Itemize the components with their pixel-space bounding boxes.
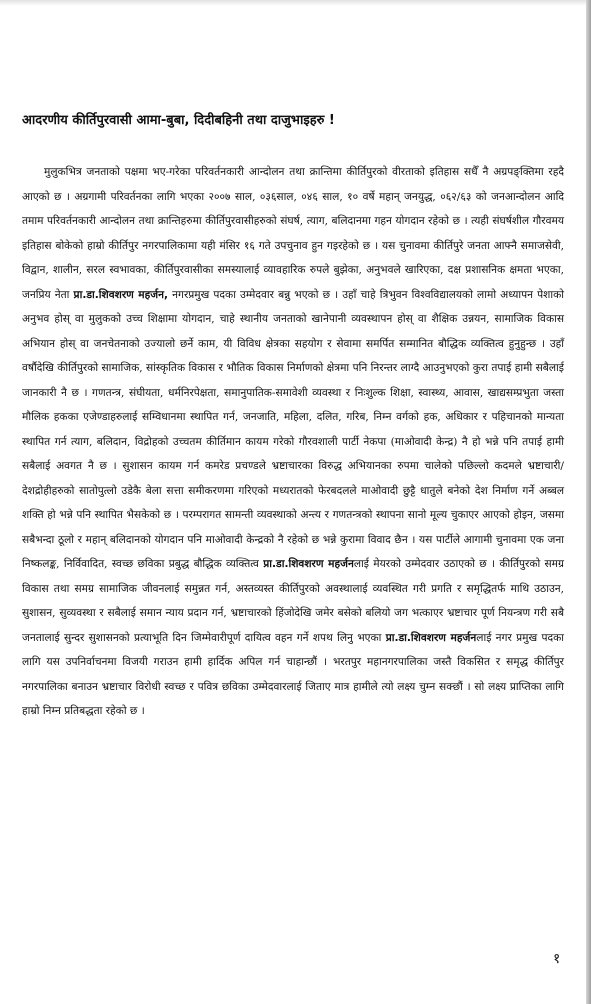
page-number: १ <box>553 951 561 967</box>
paragraph-text: लाई नगर प्रमुख पदका लागि यस उपनिर्वाचनमा विजयी गराउन हामी हार्दिक अपिल गर्न चाहान्छौं । भरतपुर महानगरपालिका जस्तै विकसित र समृद्ध कीर्तिपुर नगरपालिका बनाउन भ्रष्टाचार विरोधी स्वच्छ र पवित्र छविका उम्मेदवारलाई जिताए मात्र हामीले त्यो लक्ष्य चुम्न सक्छौं । सो लक्ष्य प्राप्तिका लागि हाम्रो निम्न प्रतिबद्धता रहेको छ । <box>22 631 564 717</box>
candidate-name-bold: प्रा.डा.शिवशरण महर्जन, <box>73 288 168 301</box>
paragraph-text: नगरप्रमुख पदका उम्मेदवार बन्नु भएको छ । उहाँ चाहे त्रिभुवन विश्वविद्यालयको लामो अध्यापन पेशाको अनुभव होस् वा मुलुकको उच्च शिक्षामा योगदान, चाहे स्थानीय जनताको खानेपानी व्यवस्थापन होस् वा शैक्षिक उन्नयन, सामाजिक विकास अभियान होस् वा जनचेतनाको उज्यालो छर्ने काम, यी विविध क्षेत्रका सहयोग र सेवामा समर्पित सम्मानित बौद्धिक व्यक्तित्व हुनुहुन्छ । उहाँ वर्षौदेखि कीर्तिपुरको सामाजिक, सांस्कृतिक विकास र भौतिक विकास निर्माणको क्षेत्रमा पनि निरन्तर लाग्दै आउनुभएको कुरा तपाई हामी सबैलाई जानकारी नै छ । गणतन्त्र, संघीयता, धर्मनिरपेक्षता, समानुपातिक-समावेशी व्यवस्था र निःशुल्क शिक्षा, स्वास्थ्य, आवास, खाद्यसम्प्रभुता जस्ता मौलिक हकका एजेण्डाहरुलाई सम्विधानमा स्थापित गर्न, जनजाति, महिला, दलित, गरिब, निम्न वर्गको हक, अधिकार र पहिचानको मान्यता स्थापित गर्न त्याग, बलिदान, विद्रोहको उच्चतम कीर्तिमान कायम गरेको गौरवशाली पार्टी नेकपा (माओवादी केन्द्र) नै हो भन्ने पनि तपाई हामी सबैलाई अवगत नै छ । सुशासन कायम गर्न कमरेड प्रचण्डले भ्रष्टाचारका विरुद्ध अभियानका रुपमा चालेको पछिल्लो कदमले भ्रष्टाचारी/देशद्रोहीहरुको सातोपुत्लो उडेकै बेला सत्ता समीकरणमा गरिएको मध्यरातको फेरबदलले माओवादी छुट्टै धातुले बनेको देश निर्माण गर्ने अब्बल शक्ति हो भन्ने पनि स्थापित भैसकेको छ । परम्परागत सामन्ती व्यवस्थाको अन्त्य र गणतन्त्रको स्थापना सानो मूल्य चुकाएर आएको होइन, जसमा सबैभन्दा ठूलो र महान् बलिदानको योगदान पनि माओवादी केन्द्रको नै रहेको छ भन्ने कुरामा विवाद छैन । यस पार्टीले आगामी चुनावमा एक जना निष्कलङ्क, निर्विवादित, स्वच्छ छविका प्रबुद्ध बौद्धिक व्यक्तित्व <box>22 288 564 570</box>
appeal-paragraph <box>22 160 564 724</box>
page-right-edge <box>586 0 591 1004</box>
candidate-name-bold: प्रा.डा.शिवशरण महर्जन <box>385 631 477 644</box>
page-top-edge <box>0 0 591 6</box>
paragraph-text: लाई मेयरको उम्मेदवार उठाएको छ । कीर्तिपुरको समग्र विकास तथा समग्र सामाजिक जीवनलाई समुन्नत गर्न, अस्तव्यस्त कीर्तिपुरको अवस्थालाई व्यवस्थित गरी प्रगति र समृद्धितर्फ माथि उठाउन, सुशासन, सुव्यवस्था र सबैलाई समान न्याय प्रदान गर्न, भ्रष्टाचारको हिंजोदेखि जमेर बसेको बलियो जग भत्काएर भ्रष्टाचार पूर्ण नियन्त्रण गरी सबै जनतालाई सुन्दर सुशासनको प्रत्याभूति दिन जिम्मेवारीपूर्ण दायित्व वहन गर्ने शपथ लिनु भएका <box>22 558 564 644</box>
candidate-name-bold: प्रा.डा.शिवशरण महर्जन <box>263 558 354 570</box>
salutation-heading: आदरणीय कीर्तिपुरवासी आमा-बुबा, दिदीबहिनी तथा दाजुभाइहरु ! <box>22 113 335 128</box>
paragraph-text: मुलुकभित्र जनताको पक्षमा भए-गरेका परिवर्तनकारी आन्दोलन तथा क्रान्तिमा कीर्तिपुरको वीरताको इतिहास सधैँ नै अग्रपङ्क्तिमा रहदै आएको छ । अग्रगामी परिवर्तनका लागि भएका २००७ साल, ०३६साल, ०४६ साल, १० वर्षे महान् जनयुद्ध, ०६२/६३ को जनआन्दोलन आदि तमाम परिवर्तनकारी आन्दोलन तथा क्रान्तिहरुमा कीर्तिपुरवासीहरुको संघर्ष, त्याग, बलिदानमा गहन योगदान रहेको छ । त्यही संघर्षशील गौरवमय इतिहास बोकेको हाम्रो कीर्तिपुर नगरपालिकामा यही मंसिर १६ गते उपचुनाव हुन गइरहेको छ । यस चुनावमा कीर्तिपुरे जनता आफ्नै समाजसेवी, विद्वान, शालीन, सरल स्वभावका, कीर्तिपुरवासीका समस्यालाई व्यावहारिक रुपले बुझेका, अनुभवले खारिएका, दक्ष प्रशासनिक क्षमता भएका, जनप्रिय नेता <box>22 166 564 301</box>
